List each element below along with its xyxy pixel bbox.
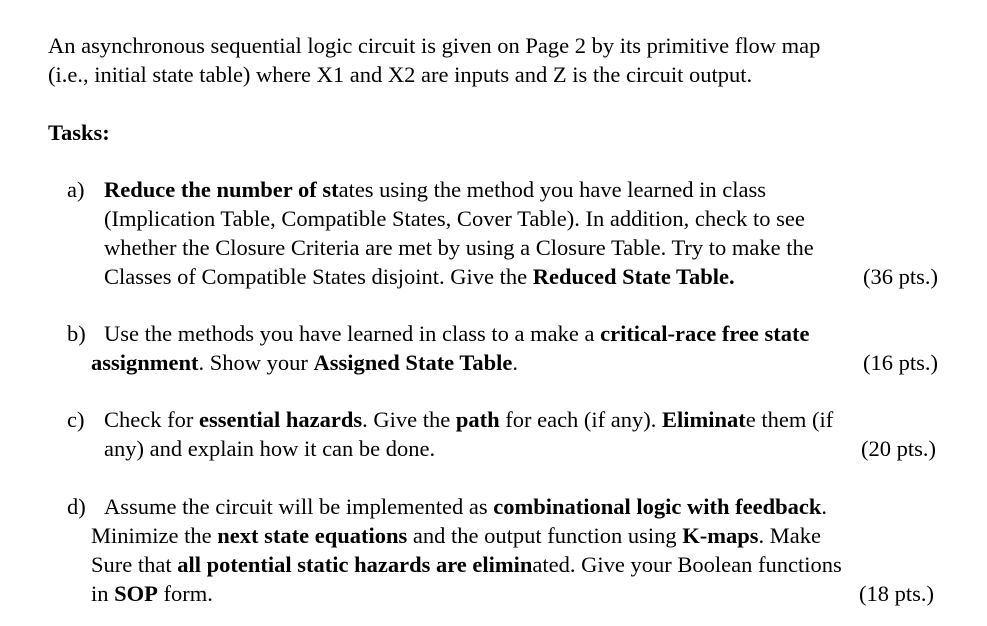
task-d-line-1: Assume the circuit will be implemented as combinational logic with feedback. [104, 494, 828, 519]
task-a-line-3: whether the Closure Criteria are met by using a Closure Table. Try to make the [104, 235, 814, 260]
intro-line-2: (i.e., initial state table) where X1 and X2 are inputs and Z is the circuit output. [48, 62, 753, 87]
task-b-points: (16 pts.) [863, 350, 938, 375]
task-d-line-2: Minimize the next state equations and the output function using K-maps. Make [91, 523, 821, 548]
task-a-line-4: Classes of Compatible States disjoint. Give the Reduced State Table. [104, 264, 735, 289]
task-c-line-1: Check for essential hazards. Give the path for each (if any). Eliminate them (if [104, 407, 834, 432]
task-d-marker: d) [67, 494, 86, 519]
task-a-line-2: (Implication Table, Compatible States, Cover Table). In addition, check to see [104, 206, 805, 231]
task-a-emphasis: Reduce the number of st [104, 177, 339, 202]
task-c-line-2: any) and explain how it can be done. [104, 436, 436, 461]
task-d-line-4: in SOP form. [91, 581, 213, 606]
task-b-line-1: Use the methods you have learned in class to a make a critical-race free state [104, 321, 810, 346]
task-b-emphasis: critical-race free state [600, 321, 810, 346]
task-b-marker: b) [67, 321, 86, 346]
task-a-points: (36 pts.) [863, 264, 938, 289]
task-c-marker: c) [67, 407, 85, 432]
task-c-points: (20 pts.) [861, 436, 936, 461]
task-d-points: (18 pts.) [859, 581, 934, 606]
task-b-deliverable: Assigned State Table [313, 350, 513, 375]
task-a-deliverable: Reduced State Table. [532, 264, 735, 289]
task-b-line-2: assignment. Show your Assigned State Table. [91, 350, 518, 375]
task-d-line-3: Sure that all potential static hazards are eliminated. Give your Boolean functions [91, 552, 842, 577]
task-a-marker: a) [67, 177, 85, 202]
tasks-heading: Tasks: [48, 120, 110, 145]
task-a-line-1: Reduce the number of states using the method you have learned in class [104, 177, 766, 202]
intro-line-1: An asynchronous sequential logic circuit is given on Page 2 by its primitive flow map [48, 33, 821, 58]
